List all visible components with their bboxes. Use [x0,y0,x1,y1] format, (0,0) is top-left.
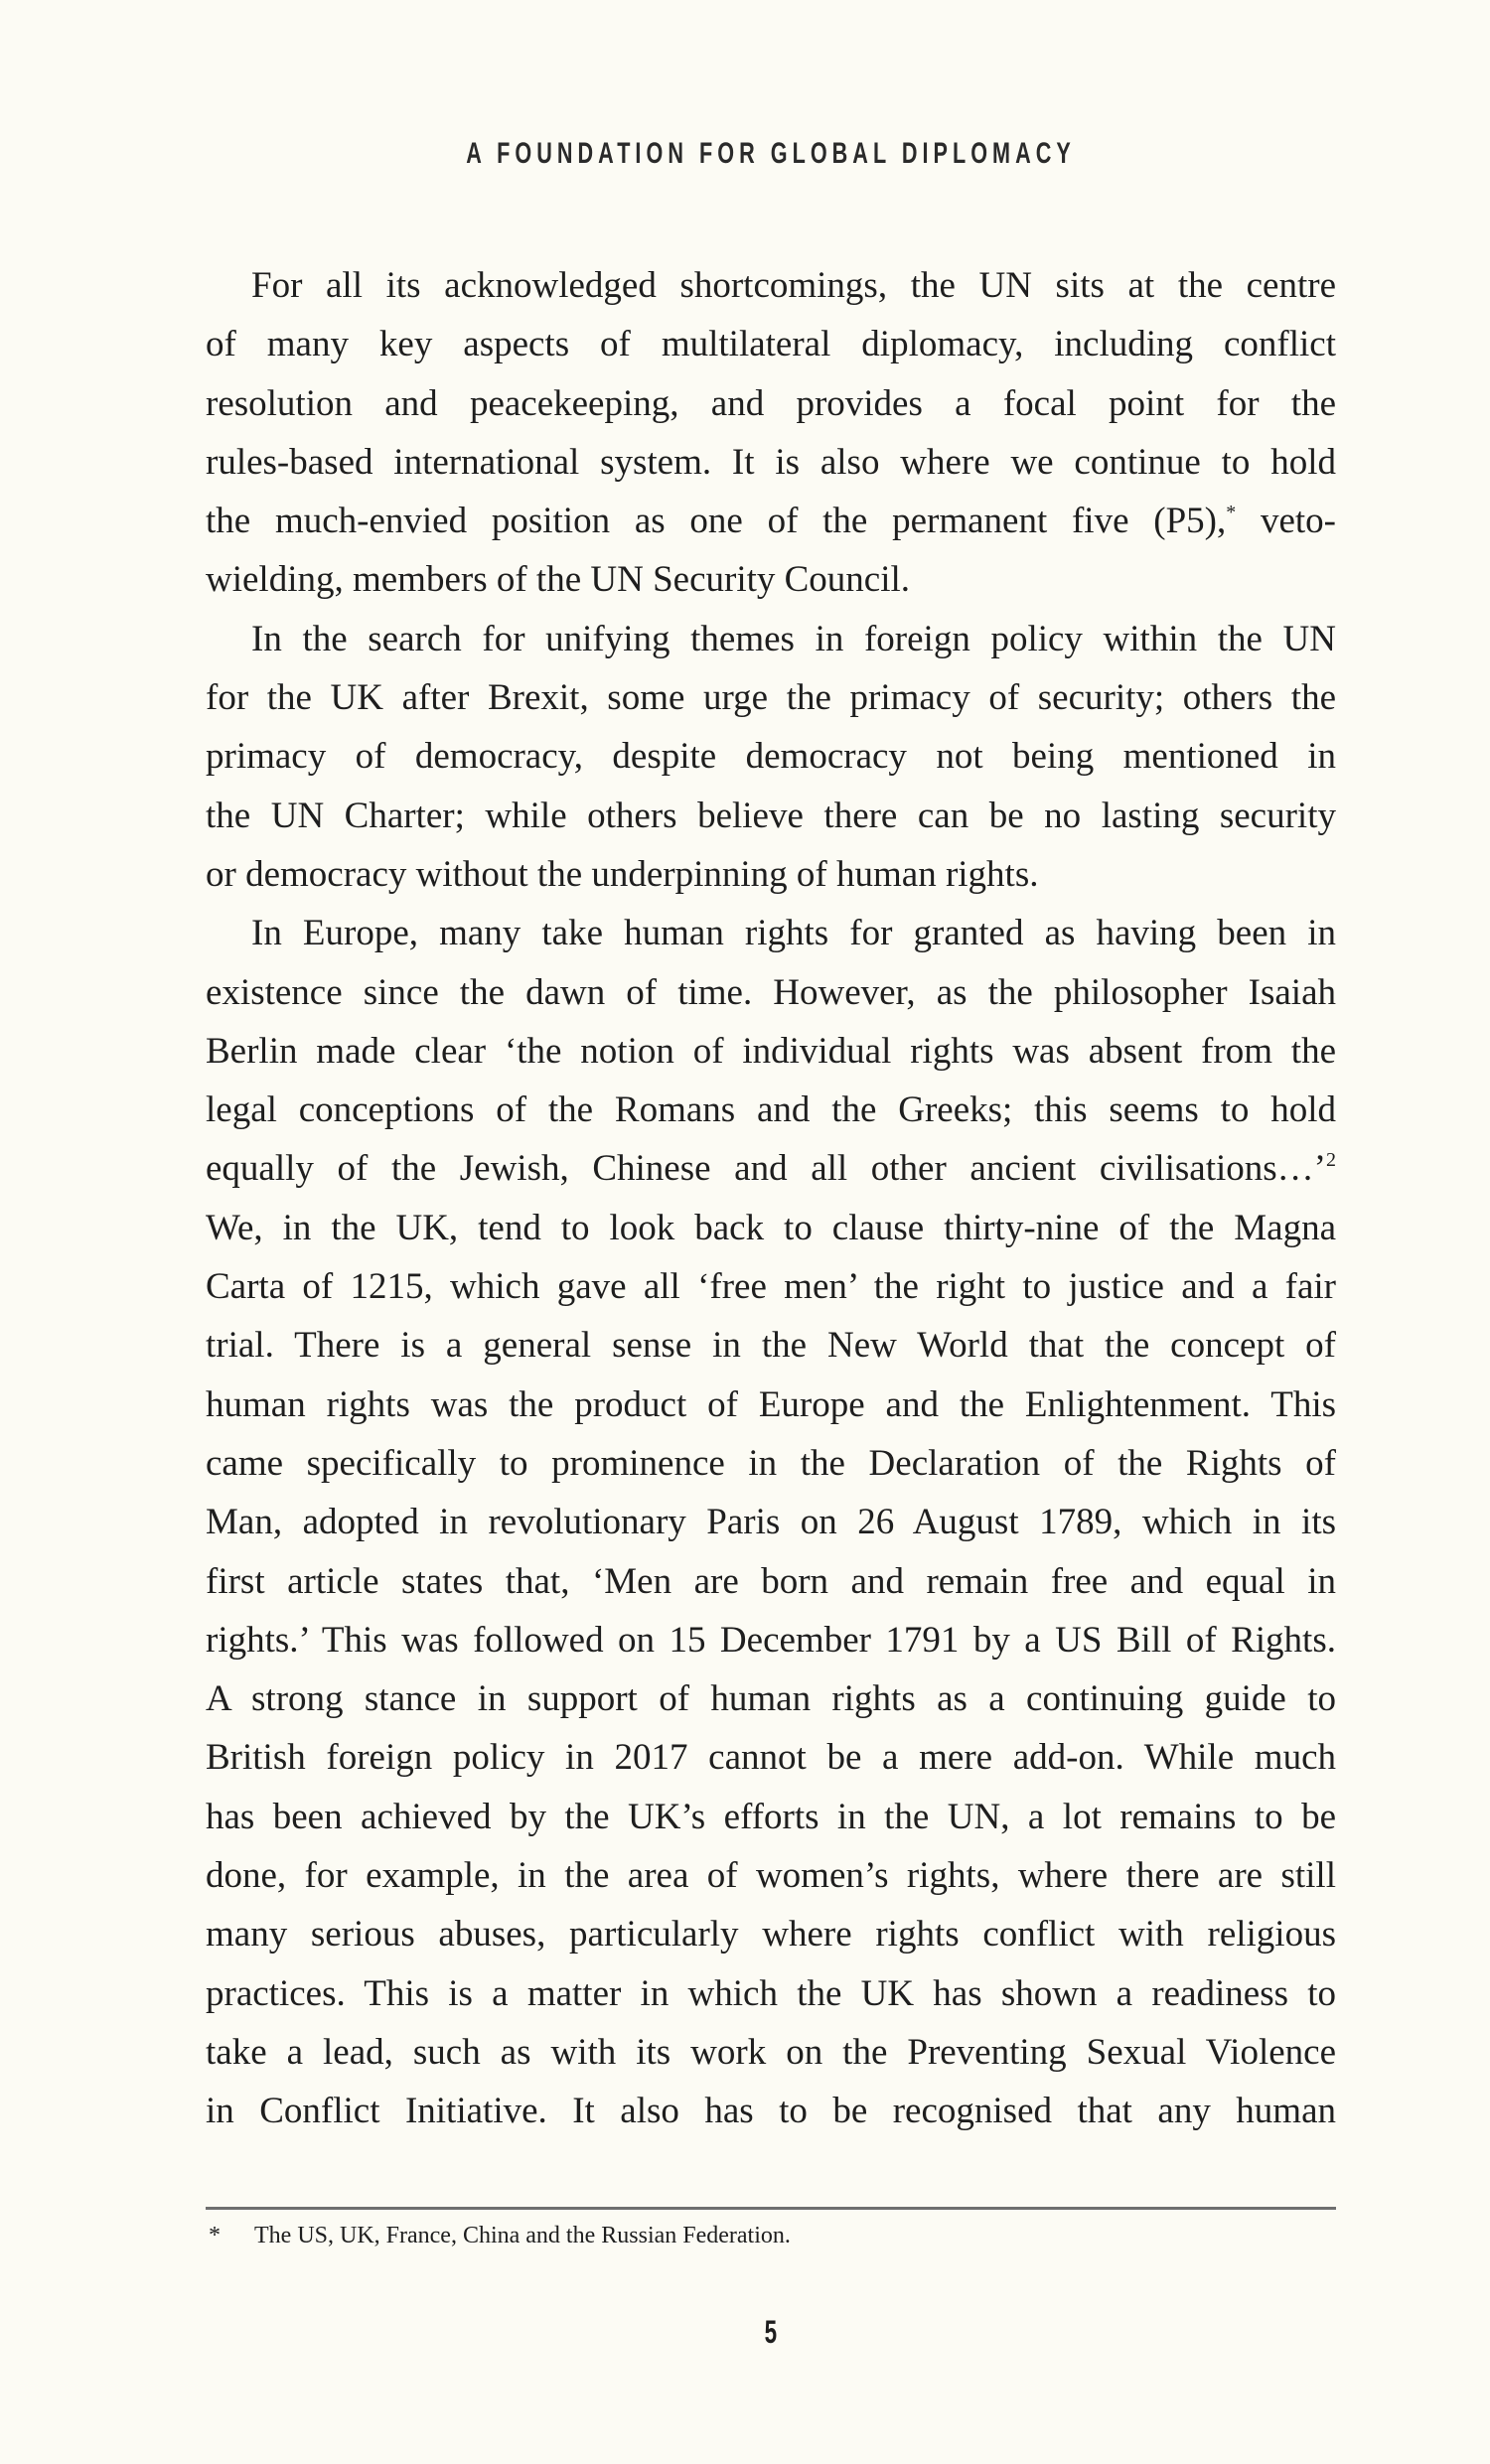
line-text: primacy of democracy, despite democracy not being mentioned in [206,736,1336,778]
line-text: human rights was the product of Europe and the Enlightenment. This [206,1383,1336,1425]
line-text: the UN Charter; while others believe there can be no lasting security [206,795,1336,836]
text-line [206,668,1336,727]
text-line [206,1669,1336,1728]
line-text: Berlin made clear ‘the notion of individual rights was absent from the [206,1030,1336,1072]
paragraph [206,904,1336,2140]
footnote-divider [206,2207,1336,2210]
text-line [206,1846,1336,1905]
page-number-text: 5 [764,2314,778,2350]
line-text: the much-envied position as one of the permanent five (P5), [206,501,1227,542]
text-line [206,2023,1336,2082]
text-line [206,1964,1336,2023]
line-text: take a lead, such as with its work on the Preventing Sexual Violence [206,2031,1336,2073]
text-line [206,2082,1336,2140]
line-text: Man, adopted in revolutionary Paris on 26 August 1789, which in its [206,1502,1336,1543]
text-line [206,433,1336,492]
line-text: or democracy without the underpinning of human rights. [206,853,1039,895]
text-line [206,963,1336,1022]
paragraph [206,256,1336,610]
text-line [206,374,1336,433]
text-line [206,1728,1336,1787]
line-text: legal conceptions of the Romans and the Greeks; this seems to hold [206,1089,1336,1131]
line-text: veto- [1236,501,1336,542]
text-line [206,1081,1336,1139]
footnote [209,2223,791,2249]
line-text: In Europe, many take human rights for granted as having been in [251,913,1336,954]
text-line [206,1552,1336,1611]
line-text: many serious abuses, particularly where rights conflict with religious [206,1914,1336,1956]
text-line [206,1905,1336,1963]
text-line [206,1022,1336,1081]
line-text: British foreign policy in 2017 cannot be a mere add-on. While much [206,1737,1336,1779]
line-text: in Conflict Initiative. It also has to be recognised that any human [206,2091,1336,2132]
line-text: resolution and peacekeeping, and provides a focal point for the [206,382,1336,424]
body-text [206,256,1336,2141]
line-text: existence since the dawn of time. However, as the philosopher Isaiah [206,971,1336,1013]
line-text: In the search for unifying themes in foreign policy within the UN [251,618,1336,659]
line-text: rights.’ This was followed on 15 December 1791 by a US Bill of Rights. [206,1619,1336,1661]
line-text: of many key aspects of multilateral diplomacy, including conflict [206,324,1336,365]
text-line [206,1788,1336,1846]
text-line [206,492,1336,550]
footnote-mark: * [209,2223,221,2248]
line-text: For all its acknowledged shortcomings, the UN sits at the centre [251,265,1336,306]
text-line [206,1376,1336,1434]
text-line [206,1199,1336,1257]
text-line [206,904,1336,962]
text-line [206,787,1336,845]
text-line [206,1139,1336,1198]
line-text: first article states that, ‘Men are born and remain free and equal in [206,1560,1336,1602]
line-text: for the UK after Brexit, some urge the primacy of security; others the [206,677,1336,719]
footnote-text: The US, UK, France, China and the Russian Federation. [254,2223,791,2248]
text-line [206,1316,1336,1375]
line-text: Carta of 1215, which gave all ‘free men’ the right to justice and a fair [206,1266,1336,1308]
running-header [206,137,1336,171]
text-line [206,845,1336,904]
line-text: equally of the Jewish, Chinese and all other ancient civilisations…’ [206,1148,1326,1190]
line-text: done, for example, in the area of women’s rights, where there are still [206,1855,1336,1897]
line-text: came specifically to prominence in the Declaration of the Rights of [206,1442,1336,1484]
text-line [206,256,1336,315]
line-text: trial. There is a general sense in the New World that the concept of [206,1325,1336,1367]
footnote-reference[interactable]: * [1226,502,1237,524]
text-line [206,550,1336,609]
text-line [206,1493,1336,1551]
paragraph [206,610,1336,904]
text-line [206,610,1336,668]
line-text: A strong stance in support of human rights as a continuing guide to [206,1678,1336,1720]
text-line [206,1434,1336,1493]
text-line [206,727,1336,786]
line-text: rules-based international system. It is also where we continue to hold [206,441,1336,483]
page-number [0,2314,1490,2351]
footnote-reference[interactable]: 2 [1326,1149,1336,1172]
text-line [206,1257,1336,1316]
line-text: wielding, members of the UN Security Council. [206,559,911,601]
text-line [206,1611,1336,1669]
line-text: We, in the UK, tend to look back to clause thirty-nine of the Magna [206,1207,1336,1248]
line-text: has been achieved by the UK’s efforts in the UN, a lot remains to be [206,1796,1336,1837]
line-text: practices. This is a matter in which the UK has shown a readiness to [206,1972,1336,2014]
running-title: A FOUNDATION FOR GLOBAL DIPLOMACY [466,137,1076,170]
text-line [206,315,1336,373]
